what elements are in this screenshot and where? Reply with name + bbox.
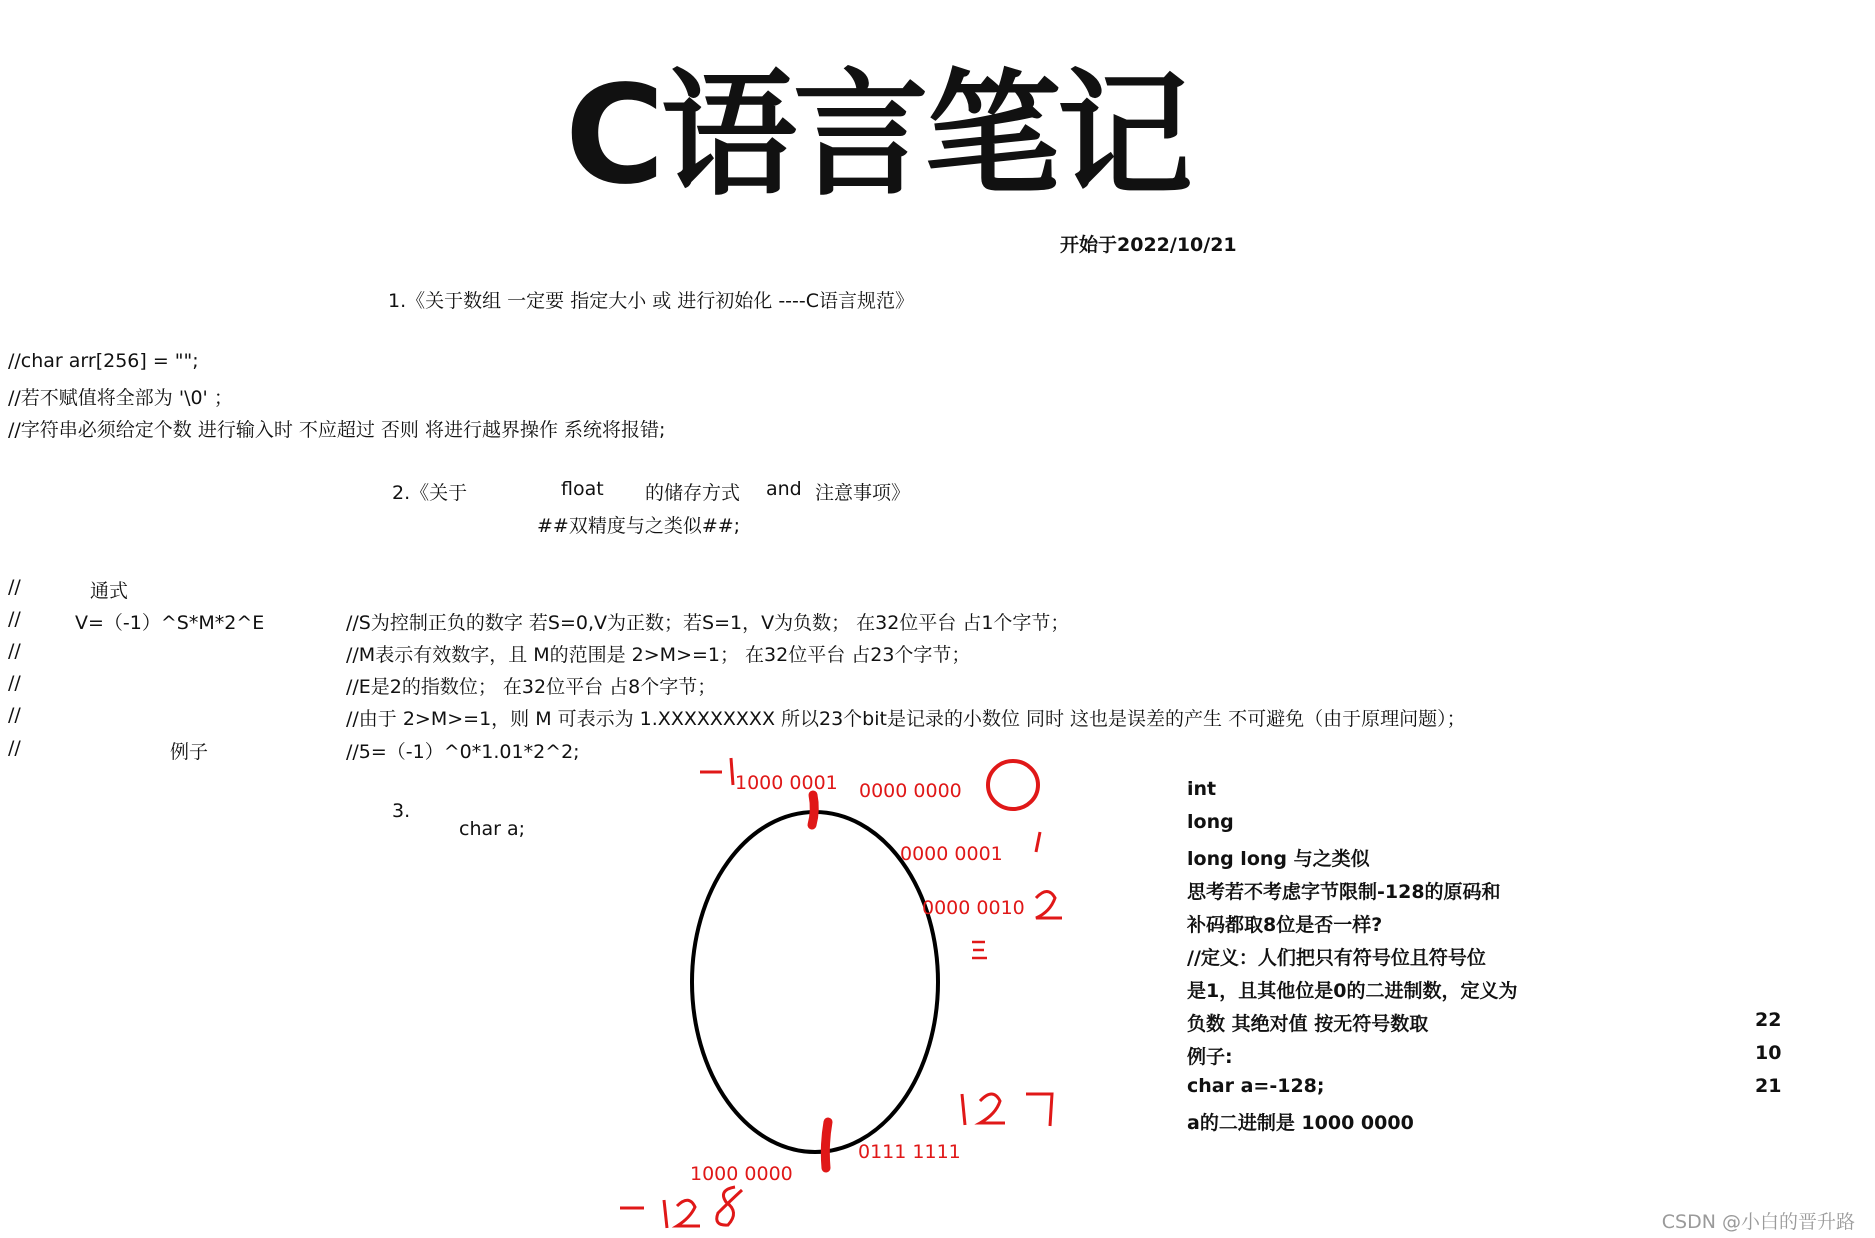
label-1000-0001: 1000 0001 <box>735 772 838 794</box>
label-1000-0000: 1000 0000 <box>690 1163 793 1185</box>
digit-7-of-127 <box>1026 1094 1052 1126</box>
formula-row-1-left: // <box>8 576 21 598</box>
section1-line-1: //char arr[256] = ""; <box>8 350 199 372</box>
page-title: C语言笔记 <box>565 57 1189 215</box>
section3-number: 3. <box>392 800 411 822</box>
note-line-11: a的二进制是 1000 0000 <box>1187 1112 1414 1134</box>
formula-row-4-right: //E是2的指数位； 在32位平台 占8个字节； <box>346 676 717 698</box>
note-line-7: 是1，且其他位是0的二进制数，定义为 <box>1187 980 1518 1002</box>
formula-row-6-right: //5=（-1）^0*1.01*2^2; <box>346 741 580 763</box>
note-line-6: //定义：人们把只有符号位且符号位 <box>1187 947 1486 969</box>
start-date: 开始于2022/10/21 <box>1060 234 1237 256</box>
digit-1-of-minus-128 <box>664 1200 667 1228</box>
bottom-tick-mark <box>825 1122 828 1168</box>
formula-row-2-right: //S为控制正负的数字 若S=0,V为正数；若S=1，V为负数； 在32位平台 占1个字节； <box>346 612 1070 634</box>
formula-row-3-right: //M表示有效数字，且 M的范围是 2>M>=1； 在32位平台 占23个字节； <box>346 644 971 666</box>
handwritten-zero <box>988 761 1038 809</box>
csdn-watermark: CSDN @小白的晋升路 <box>1661 1211 1855 1233</box>
note-number-21: 21 <box>1755 1075 1782 1097</box>
note-line-1: int <box>1187 778 1217 800</box>
note-number-10: 10 <box>1755 1042 1782 1064</box>
section2-heading-c: 的储存方式 <box>645 482 741 504</box>
section1-line-3: //字符串必须给定个数 进行输入时 不应超过 否则 将进行越界操作 系统将报错; <box>8 419 666 441</box>
formula-row-6-left: // <box>8 737 21 759</box>
note-line-2: long <box>1187 811 1234 833</box>
formula-row-2-mid: V=（-1）^S*M*2^E <box>75 612 265 634</box>
formula-row-3-left: // <box>8 640 21 662</box>
formula-row-4-left: // <box>8 672 21 694</box>
formula-row-1-mid: 通式 <box>90 580 129 602</box>
section1-heading: 1.《关于数组 一定要 指定大小 或 进行初始化 ----C语言规范》 <box>388 290 915 312</box>
formula-row-5-right: //由于 2>M>=1，则 M 可表示为 1.XXXXXXXXX 所以23个bit是记录的小数位 同时 这也是误差的产生 不可避免（由于原理问题）； <box>346 708 1466 730</box>
section2-heading-b: float <box>561 478 604 500</box>
note-line-8: 负数 其绝对值 按无符号数取 <box>1187 1013 1429 1035</box>
section2-heading-e: 注意事项》 <box>815 482 911 504</box>
minus-one-stroke <box>731 758 733 785</box>
handwritten-one <box>1036 832 1040 852</box>
section3-code: char a; <box>459 818 526 840</box>
note-line-9: 例子: <box>1187 1046 1233 1068</box>
label-0000-0010: 0000 0010 <box>922 897 1025 919</box>
label-0111-1111: 0111 1111 <box>858 1141 961 1163</box>
digit-2-of-minus-128 <box>677 1200 700 1226</box>
note-line-4: 思考若不考虑字节限制-128的原码和 <box>1187 881 1501 903</box>
section2-heading-d: and <box>766 478 802 500</box>
top-tick-mark <box>812 795 814 825</box>
section1-line-2: //若不赋值将全部为 '\0' ； <box>8 387 233 409</box>
formula-row-6-mid: 例子 <box>170 741 209 763</box>
handwritten-two <box>1036 892 1062 919</box>
label-0000-0001: 0000 0001 <box>900 843 1003 865</box>
note-line-5: 补码都取8位是否一样? <box>1187 914 1383 936</box>
note-line-3: long long 与之类似 <box>1187 848 1370 870</box>
label-0000-0000: 0000 0000 <box>859 780 962 802</box>
note-line-10: char a=-128; <box>1187 1075 1325 1097</box>
note-number-22: 22 <box>1755 1009 1782 1031</box>
digit-2-of-127 <box>980 1094 1005 1123</box>
section2-subheading: ##双精度与之类似##; <box>537 515 741 537</box>
formula-row-2-left: // <box>8 608 21 630</box>
digit-8-of-minus-128 <box>717 1187 742 1225</box>
section2-heading-a: 2.《关于 <box>392 482 468 504</box>
digit-1-of-127 <box>962 1094 965 1125</box>
formula-row-5-left: // <box>8 704 21 726</box>
